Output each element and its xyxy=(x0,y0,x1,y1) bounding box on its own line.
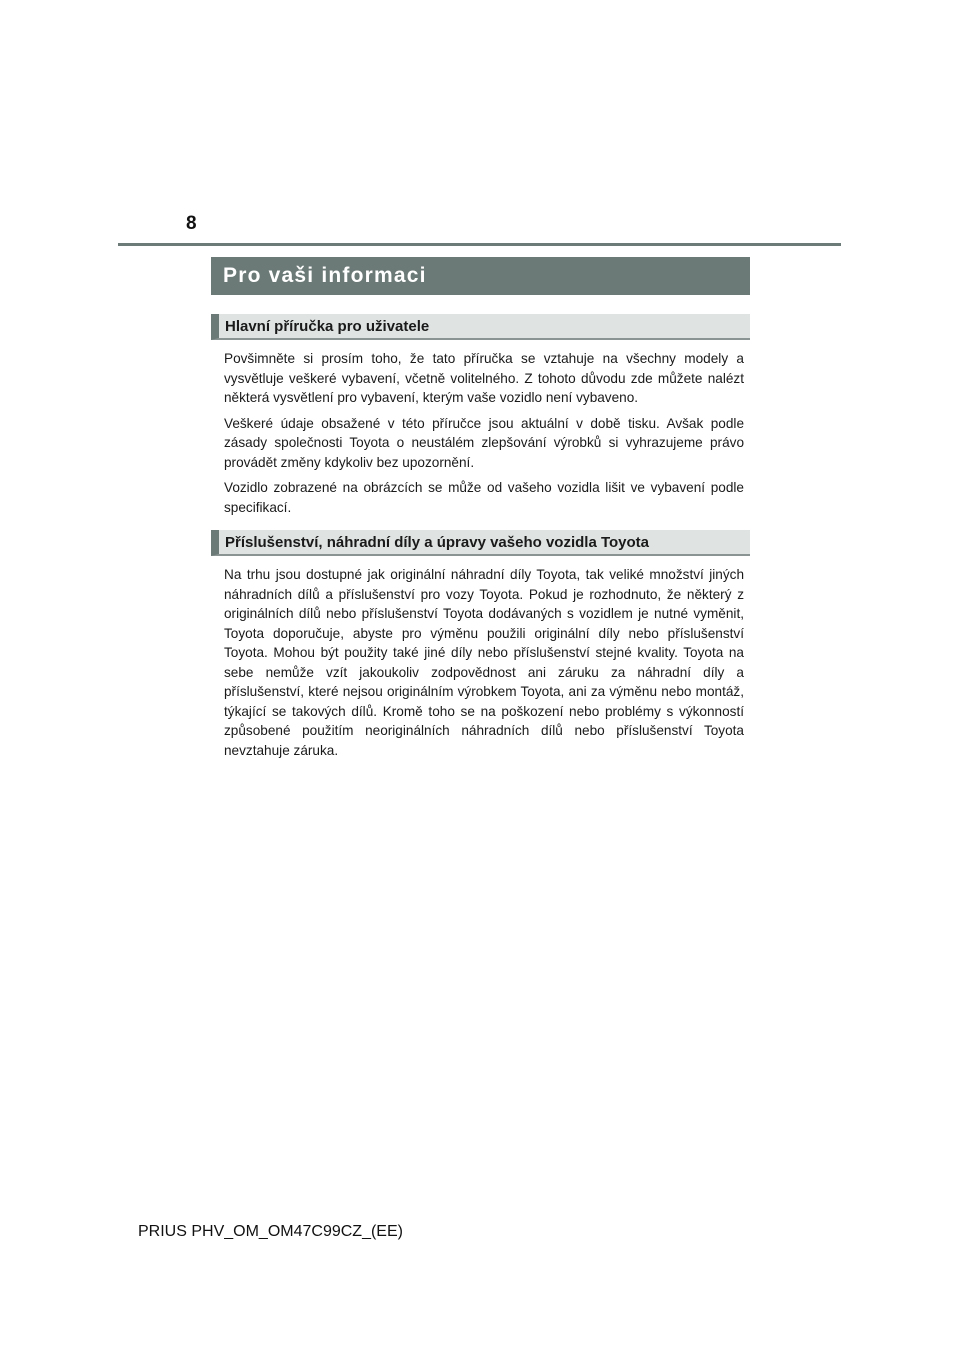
page-number: 8 xyxy=(186,213,197,234)
section-heading-bar xyxy=(211,314,750,340)
document-code: PRIUS PHV_OM_OM47C99CZ_(EE) xyxy=(138,1223,403,1240)
paragraph: Na trhu jsou dostupné jak originální náhradní díly Toyota, tak veliké množství jiných náhradních dílů a příslušenství pro vozy Toyota. Pokud je rozhodnuto, že některý z originálních dílů nebo příslušenství Toyota dodávaných s vozidlem je nutné vyměnit, Toyota doporučuje, abyste pro výměnu použili originální díly nebo příslušenství Toyota. Mohou být použity také jiné díly nebo příslušenství stejné kvality. Toyota na sebe nemůže vzít jakoukoliv zodpovědnost ani záruku za náhradní díly a příslušenství, které nejsou originálním výrobkem Toyota, ani za výměnu nebo montáž, týkající se takových dílů. Kromě toho se na poškození nebo problémy s výkonností způsobené použitím neoriginálních náhradních dílů nebo příslušenství Toyota nevztahuje záruka. xyxy=(224,567,744,758)
main-title-bar xyxy=(211,257,750,295)
paragraph: Povšimněte si prosím toho, že tato příručka se vztahuje na všechny modely a vysvětluje veškeré vybavení, včetně volitelného. Z tohoto důvodu zde můžete nalézt některá vysvětlení pro vybavení, kterým vaše vozidlo není vybaveno. xyxy=(224,351,744,405)
page-title: Pro vaši informaci xyxy=(223,264,427,287)
section-body xyxy=(211,565,750,760)
section-accessories xyxy=(211,530,750,760)
section-heading: Hlavní příručka pro uživatele xyxy=(225,317,430,335)
paragraph: Veškeré údaje obsažené v této příručce jsou aktuální v době tisku. Avšak podle zásady společnosti Toyota o neustálém zlepšování výrobků si vyhrazujeme právo provádět změny kdykoliv bez upozornění. xyxy=(224,415,744,470)
paragraph: Vozidlo zobrazené na obrázcích se může od vašeho vozidla lišit ve vybavení podle specifikací. xyxy=(224,480,744,515)
page-content xyxy=(211,257,750,766)
section-heading: Příslušenství, náhradní díly a úpravy vašeho vozidla Toyota xyxy=(225,533,650,551)
section-body xyxy=(211,349,750,517)
header-rule xyxy=(118,243,841,246)
section-heading-bar xyxy=(211,530,750,556)
section-owners-manual xyxy=(211,314,750,517)
